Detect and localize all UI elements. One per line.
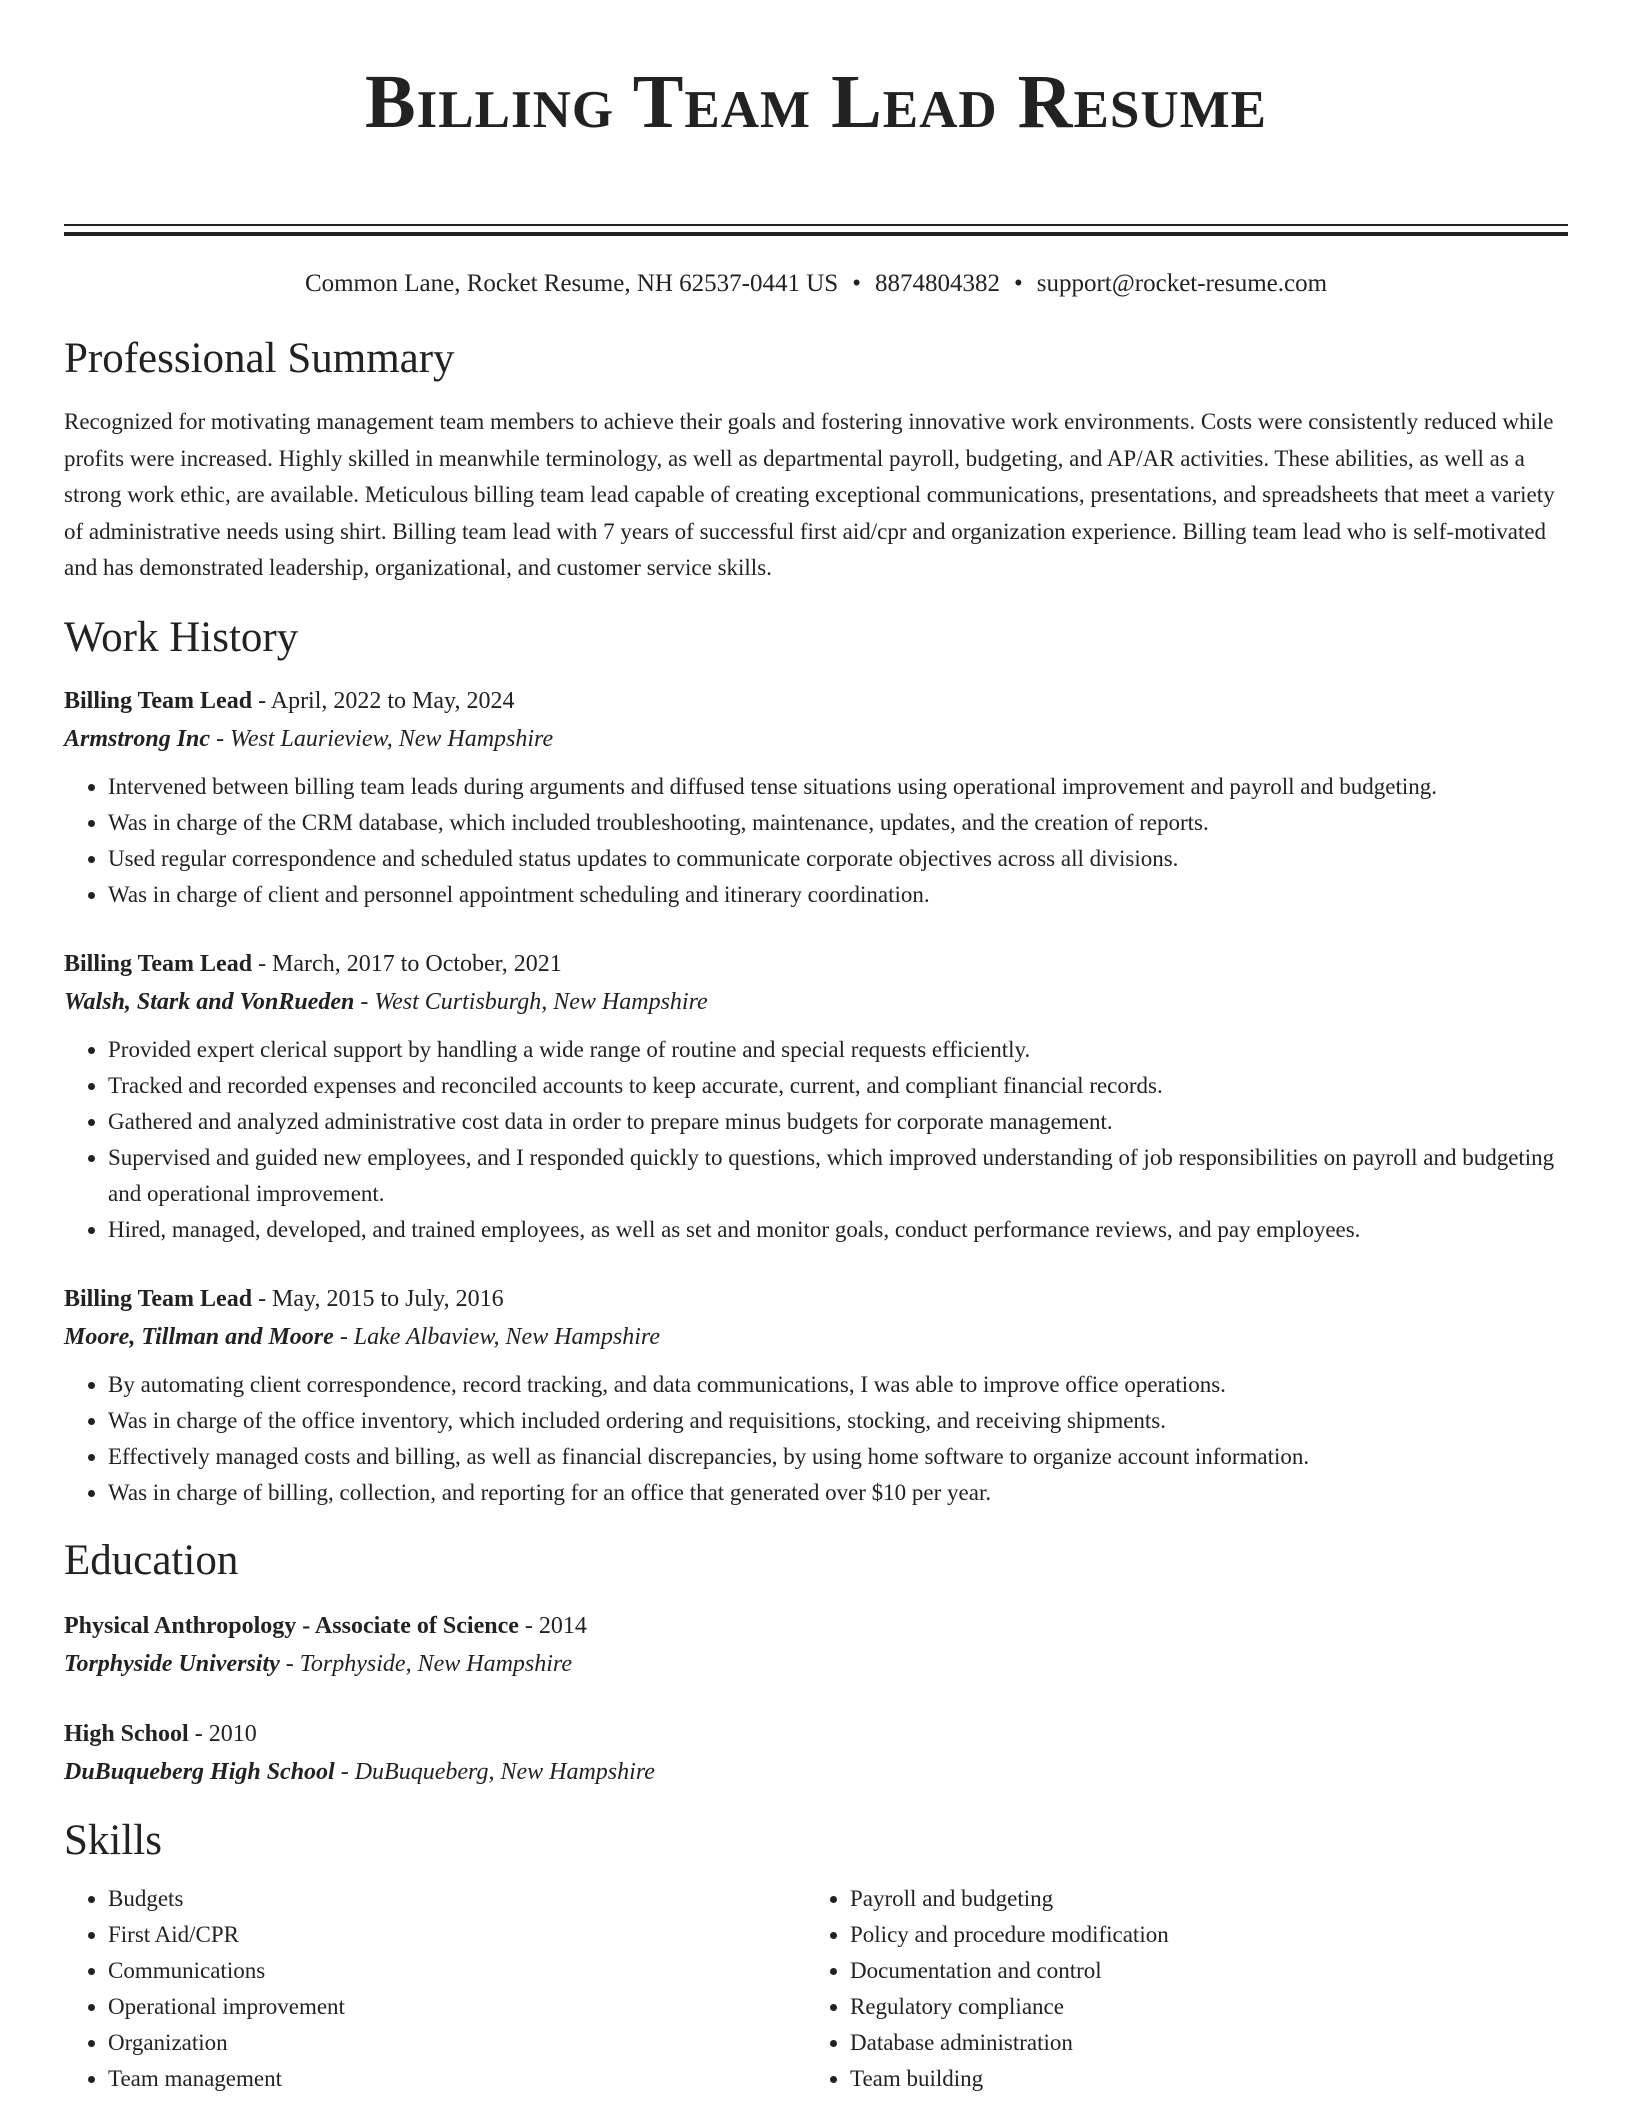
contact-phone: 8874804382 xyxy=(874,270,1000,297)
education-school: Torphyside University xyxy=(64,1650,280,1677)
job-dates: - April, 2022 to May, 2024 xyxy=(252,687,515,714)
job-title: Billing Team Lead xyxy=(64,687,253,714)
summary-heading: Professional Summary xyxy=(64,335,455,382)
job-title: Billing Team Lead xyxy=(64,950,253,977)
job-duty: • By automating client correspondence, record tracking, and data communications, I was able to improve office operations. xyxy=(108,1367,1568,1403)
education-school: DuBuqueberg High School xyxy=(64,1758,335,1785)
job-duty: • Effectively managed costs and billing, as well as financial discrepancies, by using home software to organize account information. xyxy=(108,1439,1568,1475)
contact-address: Common Lane, Rocket Resume, NH 62537-0441 US xyxy=(304,270,839,297)
job-location: - Lake Albaview, New Hampshire xyxy=(333,1323,660,1350)
job-location: - West Laurieview, New Hampshire xyxy=(210,725,554,752)
job-location: - West Curtisburgh, New Hampshire xyxy=(354,988,708,1015)
contact-separator: • xyxy=(1013,270,1023,297)
education-heading: Education xyxy=(64,1536,239,1584)
job-company: Moore, Tillman and Moore xyxy=(64,1323,334,1350)
job-dates: - March, 2017 to October, 2021 xyxy=(252,950,562,977)
job-duty: • Intervened between billing team leads during arguments and diffused tense situations using operational improvement and payroll and budgeting. xyxy=(108,769,1568,805)
skill-item: • Documentation and control xyxy=(850,1953,1568,1989)
education-location: - Torphyside, New Hampshire xyxy=(279,1650,573,1677)
summary-text: Recognized for motivating management team members to achieve their goals and fostering innovative work environments. Costs were consistently reduced while profits were increased. Highly skilled in meanwhile terminology, as well as departmental payroll, budgeting, and AP/AR activities. These abilities, as well as a strong work ethic, are available. Meticulous billing team lead capable of creating exceptional communications, presentations, and spreadsheets that meet a variety of administrative needs using shirt. Billing team lead with 7 years of successful first aid/cpr and organization experience. Billing team lead who is self-motivated and has demonstrated leadership, organizational, and customer service skills. xyxy=(64,409,1555,580)
education-degree: Physical Anthropology - Associate of Science xyxy=(64,1612,519,1639)
job-duty: • Supervised and guided new employees, and I responded quickly to questions, which improved understanding of job responsibilities on payroll and budgeting and operational improvement. xyxy=(108,1140,1568,1212)
skills-heading: Skills xyxy=(64,1816,162,1864)
contact-separator: • xyxy=(852,270,861,297)
education-degree: High School xyxy=(64,1720,189,1747)
job-entry xyxy=(64,682,1568,913)
skill-item: • Budgets xyxy=(108,1881,806,1917)
job-title: Billing Team Lead xyxy=(64,1285,253,1312)
job-entry xyxy=(64,1280,1568,1511)
job-company: Armstrong Inc xyxy=(64,725,211,752)
education-location: - DuBuqueberg, New Hampshire xyxy=(334,1758,655,1785)
job-duty: • Was in charge of billing, collection, and reporting for an office that generated over $10 per year. xyxy=(108,1475,1568,1511)
job-duty: • Was in charge of the office inventory, which included ordering and requisitions, stocking, and receiving shipments. xyxy=(108,1403,1568,1439)
skill-item: • Organization xyxy=(108,2025,806,2061)
title-divider-thin xyxy=(64,224,1568,226)
job-duty: • Gathered and analyzed administrative cost data in order to prepare minus budgets for corporate management. xyxy=(108,1104,1568,1140)
job-duty: • Was in charge of client and personnel appointment scheduling and itinerary coordination. xyxy=(108,877,1568,913)
skills-column-right xyxy=(806,1881,1568,2097)
job-duties xyxy=(64,1367,1568,1511)
education-year: - 2014 xyxy=(518,1612,587,1639)
job-entry xyxy=(64,945,1568,1248)
skill-item: • Payroll and budgeting xyxy=(850,1881,1568,1917)
education-year: - 2010 xyxy=(188,1720,257,1747)
job-duty: • Used regular correspondence and scheduled status updates to communicate corporate objectives across all divisions. xyxy=(108,841,1568,877)
education-entry xyxy=(64,1715,1568,1791)
job-duty: • Was in charge of the CRM database, which included troubleshooting, maintenance, updates, and the creation of reports. xyxy=(108,805,1568,841)
skill-item: • First Aid/CPR xyxy=(108,1917,806,1953)
job-duties xyxy=(64,769,1568,913)
skills-column-left xyxy=(64,1881,806,2097)
resume-title: Billing Team Lead Resume xyxy=(364,60,1268,144)
job-duty: • Tracked and recorded expenses and reconciled accounts to keep accurate, current, and compliant financial records. xyxy=(108,1068,1568,1104)
skills-list xyxy=(64,1881,1568,2097)
job-duty: • Hired, managed, developed, and trained employees, as well as set and monitor goals, conduct performance reviews, and pay employees. xyxy=(108,1212,1568,1248)
skill-item: • Team building xyxy=(850,2061,1568,2097)
education-entry xyxy=(64,1607,1568,1683)
job-duty: • Provided expert clerical support by handling a wide range of routine and special requests efficiently. xyxy=(108,1032,1568,1068)
skill-item: • Policy and procedure modification xyxy=(850,1917,1568,1953)
job-company: Walsh, Stark and VonRueden xyxy=(64,988,355,1015)
skill-item: • Operational improvement xyxy=(108,1989,806,2025)
skill-item: • Team management xyxy=(108,2061,806,2097)
title-divider-thick xyxy=(64,232,1568,236)
contact-email: support@rocket-resume.com xyxy=(1036,270,1328,297)
skill-item: • Regulatory compliance xyxy=(850,1989,1568,2025)
job-dates: - May, 2015 to July, 2016 xyxy=(252,1285,504,1312)
skill-item: • Database administration xyxy=(850,2025,1568,2061)
skill-item: • Communications xyxy=(108,1953,806,1989)
work-history-heading: Work History xyxy=(64,613,299,661)
contact-line xyxy=(64,267,1568,301)
job-duties xyxy=(64,1032,1568,1248)
